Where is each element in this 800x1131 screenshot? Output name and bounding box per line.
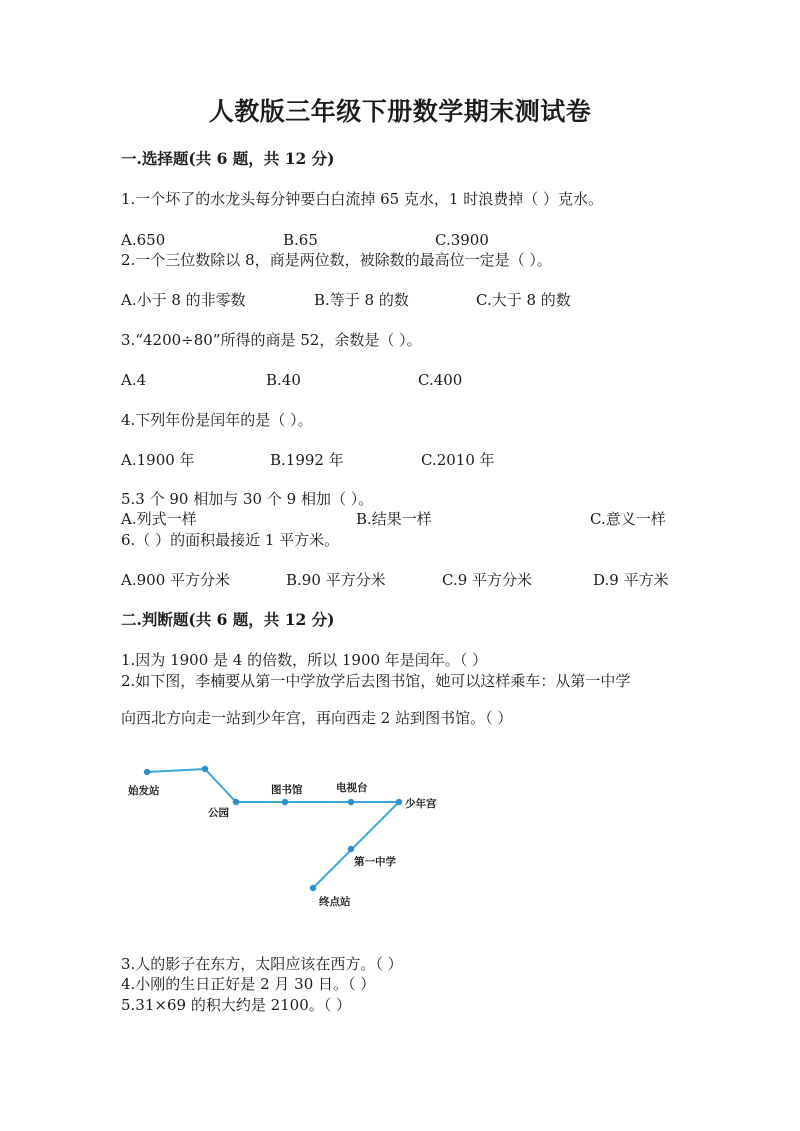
question-1-text: 1.一个坏了的水龙头每分钟要白白流掉 65 克水，1 时浪费掉（ ）克水。 (121, 190, 604, 208)
station-dot-park (233, 799, 239, 805)
q2-option-a: A.小于 8 的非零数 (121, 291, 246, 309)
q4-option-c: C.2010 年 (421, 451, 495, 469)
judge-question-1: 1.因为 1900 是 4 的倍数，所以 1900 年是闰年。（ ） (121, 651, 488, 669)
q5-option-b: B.结果一样 (356, 510, 432, 528)
question-5-text: 5.3 个 90 相加与 30 个 9 相加（ ）。 (121, 490, 374, 508)
q4-option-b: B.1992 年 (270, 451, 344, 469)
judge-question-3: 3.人的影子在东方，太阳应该在西方。（ ） (121, 955, 403, 973)
q4-option-a: A.1900 年 (121, 451, 195, 469)
q1-option-c: C.3900 (435, 231, 489, 249)
judge-question-2-line-1: 2.如下图，李楠要从第一中学放学后去图书馆，她可以这样乘车：从第一中学 (121, 672, 631, 690)
station-dot-youth-palace (396, 799, 402, 805)
station-label-start: 始发站 (128, 785, 160, 797)
q3-option-b: B.40 (266, 371, 301, 389)
station-dot-bend (202, 766, 208, 772)
station-dot-start (144, 769, 150, 775)
station-dot-tv (348, 799, 354, 805)
section-heading-choice: 一.选择题(共 6 题，共 12 分) (121, 149, 335, 168)
question-2-text: 2.一个三位数除以 8，商是两位数，被除数的最高位一定是（ ）。 (121, 251, 552, 269)
station-label-terminal: 终点站 (319, 896, 351, 908)
q3-option-a: A.4 (121, 371, 147, 389)
station-label-park: 公园 (208, 807, 229, 819)
q1-option-b: B.65 (283, 231, 318, 249)
station-label-youth-palace: 少年宫 (405, 798, 437, 810)
station-label-middle-school: 第一中学 (354, 856, 396, 868)
judge-question-5: 5.31×69 的积大约是 2100。（ ） (121, 996, 352, 1014)
station-dot-middle-school (348, 846, 354, 852)
q2-option-c: C.大于 8 的数 (476, 291, 571, 309)
q3-option-c: C.400 (418, 371, 463, 389)
judge-question-4: 4.小刚的生日正好是 2 月 30 日。（ ） (121, 975, 376, 993)
q6-option-d: D.9 平方米 (593, 571, 669, 589)
q1-option-a: A.650 (121, 231, 166, 249)
q5-option-c: C.意义一样 (590, 510, 666, 528)
section-heading-judgement: 二.判断题(共 6 题，共 12 分) (121, 610, 335, 629)
q6-option-c: C.9 平方分米 (442, 571, 533, 589)
question-3-text: 3.“4200÷80”所得的商是 52，余数是（ ）。 (121, 331, 422, 349)
station-label-library: 图书馆 (271, 784, 303, 796)
station-dot-terminal (310, 885, 316, 891)
bus-route-map (118, 755, 458, 915)
exam-title: 人教版三年级下册数学期末测试卷 (208, 97, 592, 126)
station-label-tv: 电视台 (336, 782, 368, 794)
q2-option-b: B.等于 8 的数 (314, 291, 409, 309)
q6-option-b: B.90 平方分米 (286, 571, 386, 589)
question-6-text: 6.（ ）的面积最接近 1 平方米。 (121, 531, 340, 549)
q6-option-a: A.900 平方分米 (121, 571, 230, 589)
judge-question-2-line-2: 向西北方向走一站到少年宫，再向西走 2 站到图书馆。（ ） (121, 709, 513, 727)
question-4-text: 4.下列年份是闰年的是（ ）。 (121, 411, 313, 429)
station-dot-library (282, 799, 288, 805)
q5-option-a: A.列式一样 (121, 510, 197, 528)
